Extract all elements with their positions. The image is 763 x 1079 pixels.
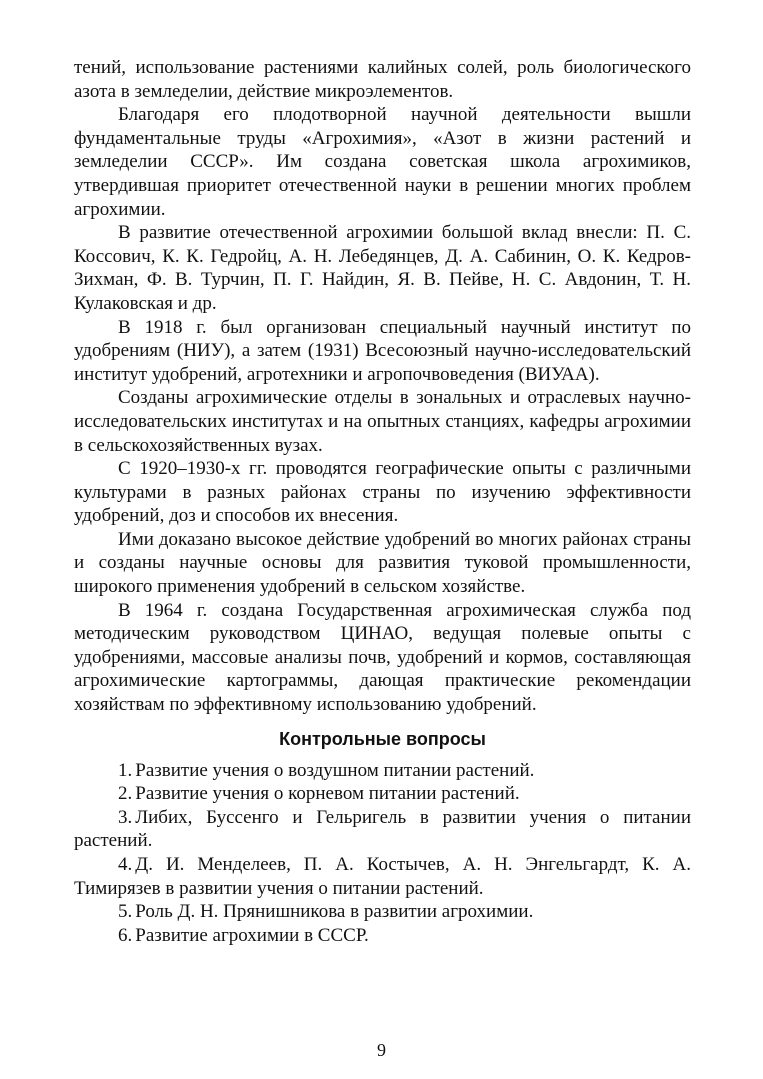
question-text: Либих, Буссенго и Гельригель в развитии учения о питании растений. (74, 806, 691, 852)
question-item (74, 900, 691, 924)
paragraph: Благодаря его плодотворной научной деятельности вышли фундаментальные труды «Агрохимия», «Азот в жизни растений и земледелии СССР». Им создана советская школа агрохимиков, утвердившая приоритет отечественной науки в решении многих проблем агрохимии. (74, 104, 691, 220)
question-item (74, 806, 691, 853)
question-number: 4. (118, 854, 133, 875)
question-number: 1. (118, 759, 133, 781)
question-number: 5. (118, 901, 133, 923)
question-number: 3. (118, 806, 133, 828)
question-item (74, 924, 691, 948)
question-item (74, 853, 691, 900)
section-heading: Контрольные вопросы (279, 728, 486, 749)
question-text: Развитие учения о воздушном питании растений. (135, 759, 535, 781)
paragraph: Ими доказано высокое действие удобрений во многих районах страны и созданы научные основы для развития туковой промышленности, широкого применения удобрений в сельском хозяйстве. (74, 528, 691, 598)
question-number: 2. (118, 783, 133, 805)
question-text: Развитие агрохимии в СССР. (135, 924, 369, 946)
paragraph: Созданы агрохимические отделы в зональных и отраслевых научно-исследовательских институтах и на опытных станциях, кафедры агрохимии в сельскохозяйственных вузах. (74, 387, 691, 456)
question-item (74, 759, 691, 783)
page-body (74, 56, 691, 947)
question-item (74, 782, 691, 806)
paragraph: В развитие отечественной агрохимии большой вклад внесли: П. С. Коссович, К. К. Гедройц, А. Н. Лебедянцев, Д. А. Сабинин, О. К. Кедров-Зихман, Ф. В. Турчин, П. Г. Найдин, Я. В. Пейве, Н. С. Авдонин, Т. Н. Кулаковская и др. (74, 222, 691, 314)
paragraph: В 1964 г. создана Государственная агрохимическая служба под методическим руководством ЦИНАО, ведущая полевые опыты с удобрениями, массовые анализы почв, удобрений и кормов, составляющая агрохимические картограммы, дающая практические рекомендации хозяйствам по эффективному использованию удобрений. (74, 599, 691, 716)
question-text: Д. И. Менделеев, П. А. Костычев, А. Н. Энгельгардт, К. А. Тимирязев в развитии учения о питании растений. (74, 854, 691, 899)
question-text: Роль Д. Н. Прянишникова в развитии агрохимии. (135, 901, 534, 923)
paragraph: С 1920–1930-х гг. проводятся географические опыты с различными культурами в разных районах страны по изучению эффективности удобрений, доз и способов их внесения. (74, 458, 691, 527)
question-text: Развитие учения о корневом питании растений. (135, 783, 520, 805)
paragraph-continuation: тений, использование растениями калийных солей, роль биологического азота в земледелии, действие микроэлементов. (74, 57, 691, 102)
question-number: 6. (118, 924, 133, 946)
paragraph: В 1918 г. был организован специальный научный институт по удобрениям (НИУ), а затем (1931) Всесоюзный научно-исследовательский институт удобрений, агротехники и агропочвоведения (ВИУАА). (74, 316, 691, 385)
page-number: 9 (377, 1040, 386, 1060)
